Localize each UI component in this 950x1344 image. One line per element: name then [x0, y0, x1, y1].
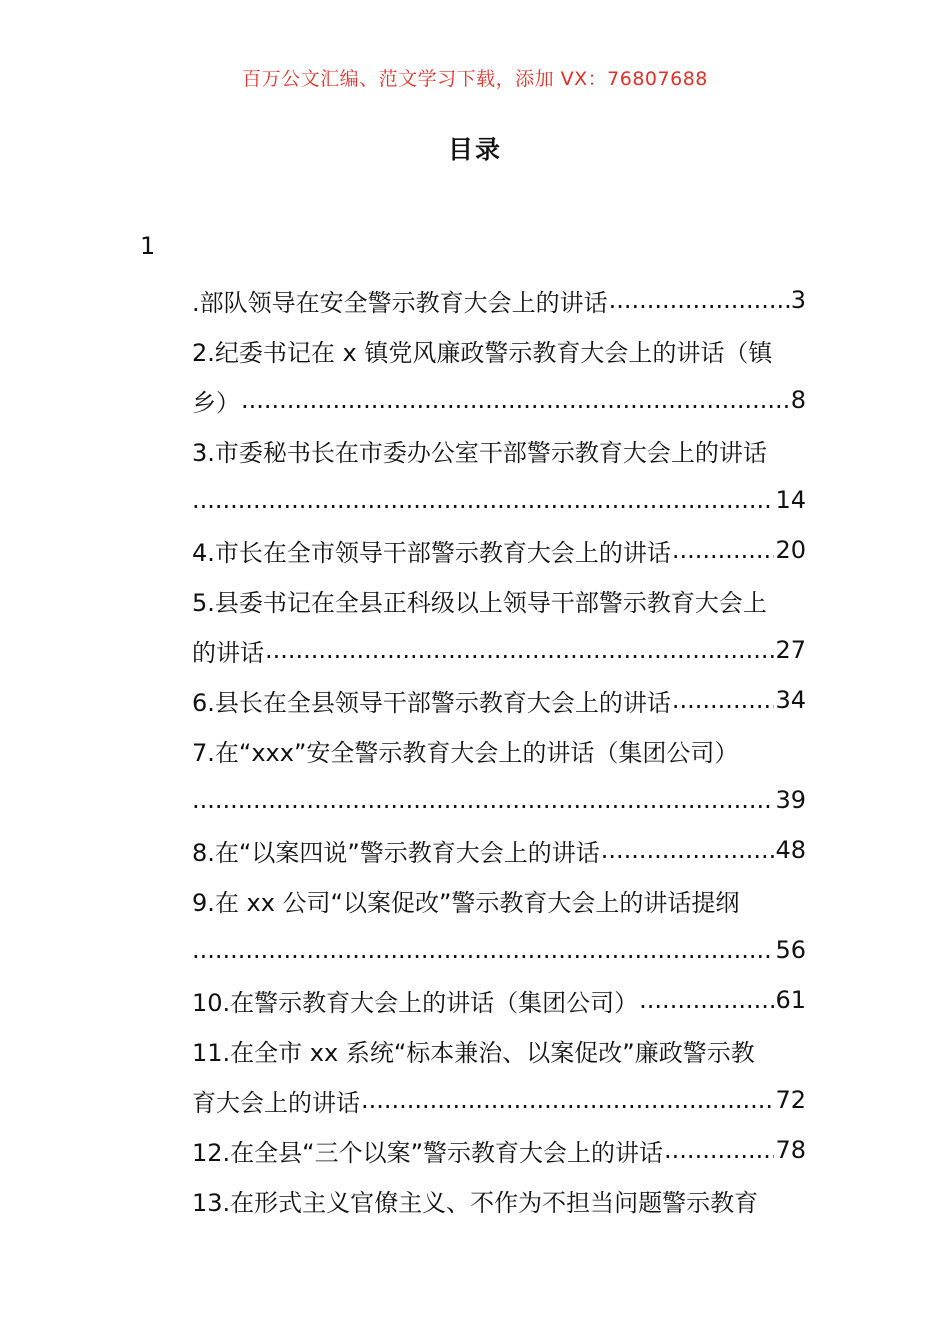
toc-entry-title: 2.纪委书记在 x 镇党风廉政警示教育大会上的讲话（镇	[192, 338, 773, 367]
toc-entry-9-cont[interactable]	[192, 925, 806, 975]
toc-page-number: 72	[775, 1086, 806, 1114]
toc-entry-title: 11.在全市 xx 系统“标本兼治、以案促改”廉政警示教	[192, 1038, 755, 1067]
toc-entry-title: 4.市长在全市领导干部警示教育大会上的讲话	[192, 538, 671, 567]
toc-entry-11-cont[interactable]	[192, 1075, 806, 1125]
toc-page-number: 78	[775, 1136, 806, 1164]
dot-leader	[609, 286, 790, 314]
toc-entry-2[interactable]	[192, 325, 806, 375]
toc-entry-3-cont[interactable]	[192, 475, 806, 525]
toc-entry-5[interactable]	[192, 575, 806, 625]
dot-leader	[192, 786, 774, 814]
toc-entry-title: 8.在“以案四说”警示教育大会上的讲话	[192, 838, 600, 867]
toc-entry-title: 5.县委书记在全县正科级以上领导干部警示教育大会上	[192, 588, 767, 617]
toc-entry-12[interactable]	[192, 1125, 806, 1175]
toc-entry-13[interactable]	[192, 1175, 806, 1225]
toc-entry-7[interactable]	[192, 725, 806, 775]
toc-entry-7-cont[interactable]	[192, 775, 806, 825]
header-banner: 百万公文汇编、范文学习下载，添加 VX：76807688	[242, 68, 708, 90]
toc-entry-3[interactable]	[192, 425, 806, 475]
toc-entry-title: 3.市委秘书长在市委办公室干部警示教育大会上的讲话	[192, 438, 767, 467]
toc-entry-title: 9.在 xx 公司“以案促改”警示教育大会上的讲话提纲	[192, 888, 740, 917]
toc-entry-2-cont[interactable]	[192, 375, 806, 425]
toc-entry-title: 13.在形式主义官僚主义、不作为不担当问题警示教育	[192, 1188, 759, 1217]
toc-entry-title-cont: 的讲话	[192, 638, 264, 667]
toc-entry-title: 6.县长在全县领导干部警示教育大会上的讲话	[192, 688, 671, 717]
toc-page-number: 34	[775, 686, 806, 714]
dot-leader	[672, 686, 775, 714]
toc-entry-8[interactable]	[192, 825, 806, 875]
dot-leader	[664, 1136, 774, 1164]
toc-entry-title: 10.在警示教育大会上的讲话（集团公司）	[192, 988, 639, 1017]
dot-leader	[639, 986, 774, 1014]
dot-leader	[361, 1086, 774, 1114]
toc-entry-6[interactable]	[192, 675, 806, 725]
dot-leader	[265, 636, 774, 664]
toc-entry-title-cont: 育大会上的讲话	[192, 1088, 360, 1117]
toc-entry-title: 12.在全县“三个以案”警示教育大会上的讲话	[192, 1138, 664, 1167]
toc-page-number: 56	[775, 936, 806, 964]
toc-entry-1[interactable]	[192, 275, 806, 325]
toc-page-number: 8	[790, 386, 806, 414]
dot-leader	[192, 486, 774, 514]
toc-page-number: 39	[775, 786, 806, 814]
dot-leader	[192, 936, 774, 964]
toc-entry-9[interactable]	[192, 875, 806, 925]
table-of-contents	[192, 275, 806, 1225]
toc-entry-title: 7.在“xxx”安全警示教育大会上的讲话（集团公司）	[192, 738, 739, 767]
toc-page-number: 27	[775, 636, 806, 664]
toc-entry-11[interactable]	[192, 1025, 806, 1075]
toc-page-number: 14	[775, 486, 806, 514]
page-title: 目录	[447, 135, 502, 164]
toc-page-number: 48	[775, 836, 806, 864]
section-number: 1	[140, 232, 156, 260]
toc-page-number: 20	[775, 536, 806, 564]
dot-leader	[672, 536, 775, 564]
dot-leader	[241, 386, 790, 414]
toc-entry-4[interactable]	[192, 525, 806, 575]
toc-page-number: 61	[775, 986, 806, 1014]
toc-entry-10[interactable]	[192, 975, 806, 1025]
toc-entry-title-cont: 乡）	[192, 388, 240, 417]
toc-entry-5-cont[interactable]	[192, 625, 806, 675]
dot-leader	[601, 836, 775, 864]
toc-entry-title: .部队领导在安全警示教育大会上的讲话	[192, 288, 608, 317]
toc-page-number: 3	[790, 286, 806, 314]
